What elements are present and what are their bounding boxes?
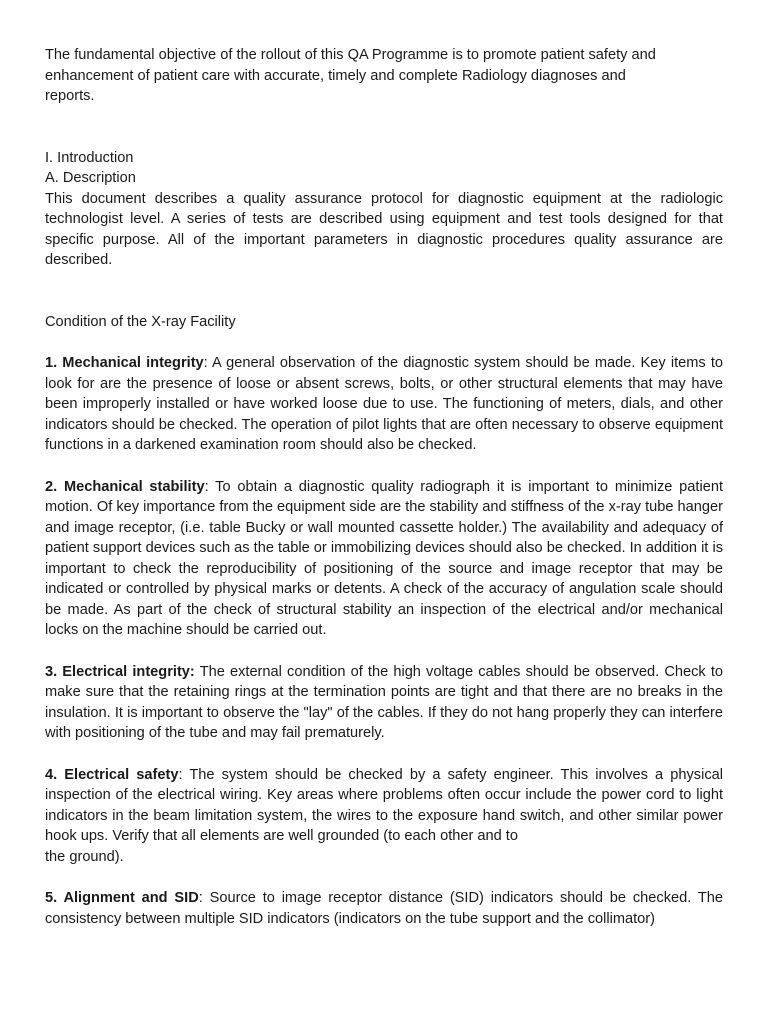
item-electrical-integrity (45, 662, 723, 744)
spacer (45, 744, 723, 765)
item-body (45, 765, 723, 847)
item-text: The external condition of the high voltage cables should be observed. Check to make sure that the retaining rings at the termination points are tight and that there are no breaks in the insulation. It is important to observe the "lay" of the cables. If they do not hang properly they can interfere with positioning of the tube and may fail prematurely. (45, 663, 724, 741)
item-title: 1. Mechanical integrity (45, 355, 204, 371)
objective-line: enhancement of patient care with accurate, timely and complete Radiology diagnoses and (45, 67, 626, 84)
item-separator: : (198, 890, 210, 906)
item-electrical-safety (45, 765, 723, 868)
item-separator: : (204, 478, 216, 495)
item-mechanical-stability (45, 477, 723, 641)
item-separator: : (178, 766, 190, 783)
objective-line: The fundamental objective of the rollout of this QA Programme is to promote patient safety and (45, 47, 656, 63)
item-separator: : (203, 355, 213, 371)
item-text: The system should be checked by a safety engineer. This involves a physical inspection of the electrical wiring. Key areas where problems often occur include the power cord to light indicators in the beam limitation system, the wires to the exposure hand switch, and other similar power hook ups. Verify that all elements are well grounded (to each other and to (45, 766, 724, 844)
item-title: 5. Alignment and SID (45, 890, 199, 906)
spacer (45, 641, 723, 662)
objective-paragraph (45, 45, 723, 107)
spacer (45, 271, 723, 312)
item-text: To obtain a diagnostic quality radiograph it is important to minimize patient motion. Of key importance from the equipment side are the stability and stiffness of the x-ray tube hanger and image receptor, (i.e. table Bucky or wall mounted cassette holder.) The availability and adequacy of patient support devices such as the table or immobilizing devices should also be checked. In addition it is important to check the reproducibility of positioning of the source and image receptor that may be indicated or controlled by physical marks or detents. A check of the accuracy of angulation scale should be made. As part of the check of structural stability an inspection of the electrical and/or mechanical locks on the machine should be carried out. (45, 478, 723, 638)
spacer (45, 107, 723, 148)
item-alignment-sid (45, 888, 723, 929)
document-page (45, 45, 723, 929)
facility-heading: Condition of the X-ray Facility (45, 313, 236, 330)
spacer (45, 456, 723, 477)
item-mechanical-integrity (45, 353, 723, 456)
item-title: 3. Electrical integrity: (45, 663, 195, 680)
item-text: A general observation of the diagnostic system should be made. Key items to look for are the presence of loose or absent screws, bolts, or other structural elements that may have been improperly installed or have worked loose due to use. The functioning of meters, dials, and other indicators should be checked. The operation of pilot lights that are often necessary to observe equipment functions in a darkened examination room should also be checked. (45, 355, 723, 453)
item-title: 4. Electrical safety (45, 766, 179, 783)
spacer (45, 867, 723, 888)
item-text: Source to image receptor distance (SID) indicators should be checked. The consistency between multiple SID indicators (indicators on the tube support and the collimator) (45, 890, 723, 927)
spacer (45, 332, 723, 353)
description-paragraph: This document describes a quality assurance protocol for diagnostic equipment at the radiologic technologist level. A series of tests are described using equipment and test tools designed for that specific purpose. All of the important parameters in diagnostic procedures quality assurance are described. (45, 190, 723, 268)
objective-line: reports. (45, 88, 95, 104)
item-text-tail: the ground). (45, 848, 124, 865)
subsection-heading: A. Description (45, 170, 136, 186)
section-heading: I. Introduction (45, 149, 134, 166)
item-title: 2. Mechanical stability (45, 478, 205, 495)
